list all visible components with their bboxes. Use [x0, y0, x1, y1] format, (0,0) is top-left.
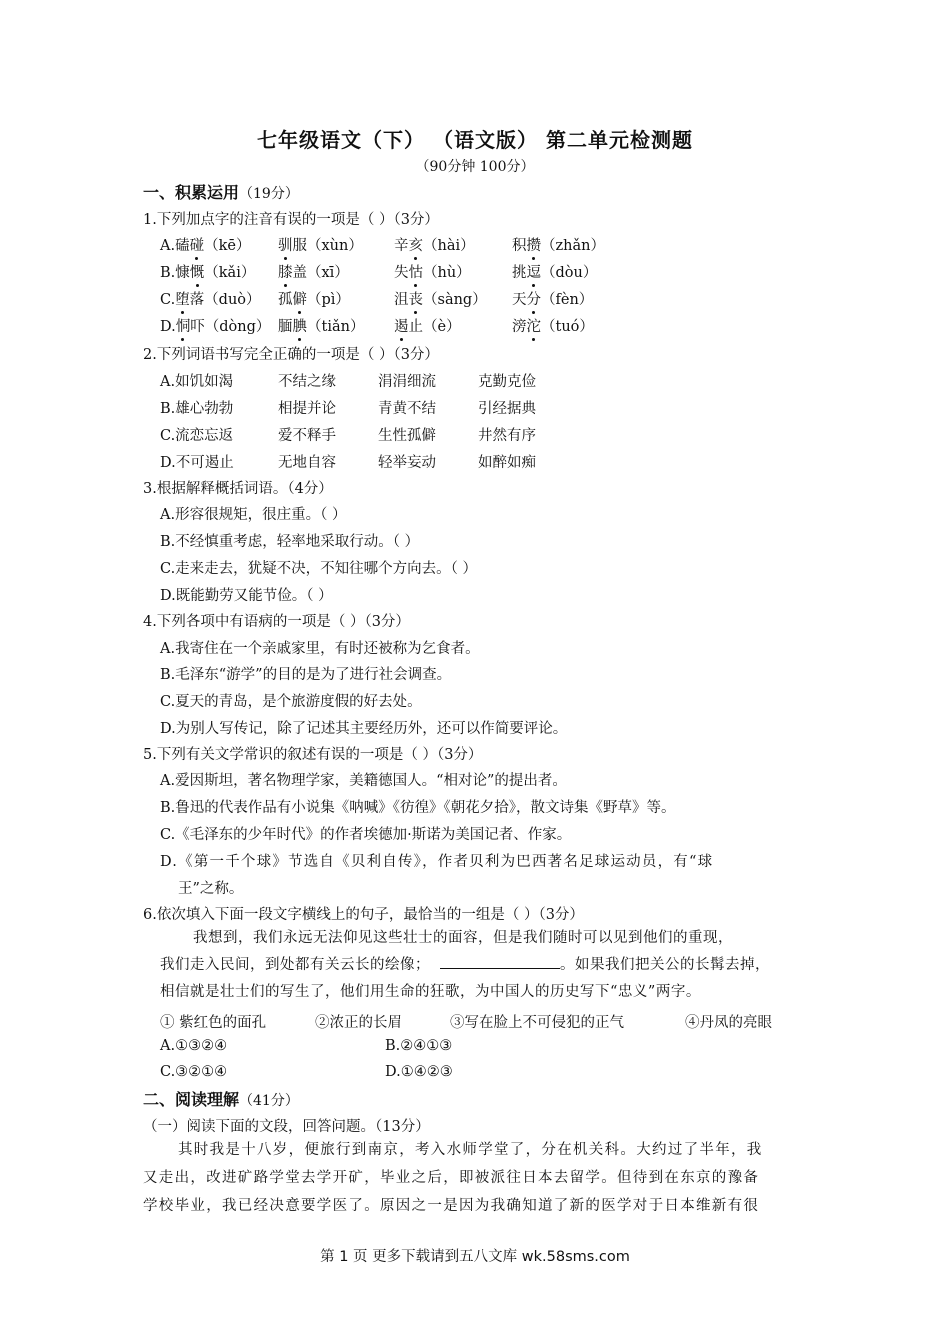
question-4-option-c: C.夏天的青岛，是个旅游度假的好去处。 — [160, 694, 422, 710]
question-6-answer-c: C.③②①④ — [160, 1064, 228, 1080]
question-6-stem: 6.依次填入下面一段文字横线上的句子，最恰当的一组是（ ）（3分） — [143, 907, 584, 923]
page-footer: 第 1 页 更多下载请到五八文库 wk.58sms.com — [320, 1249, 630, 1265]
question-1-option-b: B.慷慨（kǎi） 膝盖（xī） 失怙（hù） 挑逗（dòu） — [160, 261, 597, 282]
reading-1-line-1: 其时我是十八岁，便旅行到南京，考入水师学堂了，分在机关科。大约过了半年，我 — [178, 1142, 763, 1158]
reading-1-line-2: 又走出，改进矿路学堂去学开矿，毕业之后，即被派往日本去留学。但待到在东京的豫备 — [143, 1170, 760, 1186]
question-5-option-b: B.鲁迅的代表作品有小说集《呐喊》《彷徨》《朝花夕拾》，散文诗集《野草》等。 — [160, 800, 676, 816]
section-title: 二、阅读理解 — [143, 1090, 240, 1109]
question-3-option-a: A.形容很规矩，很庄重。（ ） — [160, 507, 347, 523]
question-6-answer-d: D.①④②③ — [385, 1064, 453, 1080]
question-3-option-c: C.走来走去，犹疑不决，不知往哪个方向去。（ ） — [160, 561, 478, 577]
question-5-stem: 5.下列有关文学常识的叙述有误的一项是（ ）（3分） — [143, 747, 483, 763]
question-1-stem: 1.下列加点字的注音有误的一项是（ ）（3分） — [143, 212, 439, 228]
reading-1-stem: （一）阅读下面的文段，回答问题。（13分） — [143, 1119, 430, 1135]
question-5-option-c: C.《毛泽东的少年时代》的作者埃德加·斯诺为美国记者、作家。 — [160, 827, 572, 843]
question-2-option-d: D.不可遏止 无地自容 轻举妄动 如醉如痴 — [160, 455, 536, 471]
page-title: 七年级语文（下） （语文版） 第二单元检测题 — [257, 128, 693, 152]
question-6-answer-b: B.②④①③ — [385, 1038, 453, 1054]
question-6-choices: ① 紫红色的面孔 ②浓正的长眉 ③写在脸上不可侵犯的正气 ④丹凤的亮眼 — [160, 1015, 772, 1031]
question-4-option-d: D.为别人写传记，除了记述其主要经历外，还可以作简要评论。 — [160, 721, 568, 737]
question-3-stem: 3.根据解释概括词语。（4分） — [143, 481, 333, 497]
question-6-passage-line-2: 我们走入民间，到处都有关云长的绘像； 。如果我们把关公的长髯去掉， — [160, 952, 770, 979]
question-6-passage-line-3: 相信就是壮士们的写生了，他们用生命的狂歌，为中国人的历史写下“忠义”两字。 — [160, 984, 701, 1000]
section-points: （41分） — [239, 1093, 299, 1109]
fill-in-blank — [440, 954, 560, 969]
question-2-option-b: B.雄心勃勃 相提并论 青黄不结 引经据典 — [160, 401, 536, 417]
section-heading-1 — [143, 180, 299, 203]
question-5-option-d-continued: 王”之称。 — [178, 881, 244, 897]
question-1-option-d: D.恫吓（dòng） 腼腆（tiǎn） 遏止（è） 滂沱（tuó） — [160, 315, 594, 336]
section-title: 一、积累运用 — [143, 183, 240, 202]
question-3-option-b: B.不经慎重考虑，轻率地采取行动。（ ） — [160, 534, 420, 550]
question-4-stem: 4.下列各项中有语病的一项是（ ）（3分） — [143, 614, 410, 630]
question-4-option-b: B.毛泽东“游学”的目的是为了进行社会调查。 — [160, 667, 452, 683]
question-6-passage-line-1: 我想到，我们永远无法仰见这些壮士的面容，但是我们随时可以见到他们的重现， — [193, 930, 733, 946]
question-1-option-a: A.磕碰（kē） 驯服（xùn） 辛亥（hài） 积攒（zhǎn） — [160, 234, 605, 255]
question-6-answer-a: A.①③②④ — [160, 1038, 228, 1054]
question-2-option-a: A.如饥如渴 不结之缘 涓涓细流 克勤克俭 — [160, 374, 536, 390]
section-heading-2 — [143, 1087, 299, 1110]
question-2-option-c: C.流恋忘返 爱不释手 生性孤僻 井然有序 — [160, 428, 536, 444]
question-3-option-d: D.既能勤劳又能节俭。（ ） — [160, 588, 333, 604]
question-1-option-c: C.堕落（duò） 孤僻（pì） 沮丧（sàng） 天分（fèn） — [160, 288, 593, 309]
reading-1-line-3: 学校毕业，我已经决意要学医了。原因之一是因为我确知道了新的医学对于日本维新有很 — [143, 1198, 760, 1214]
question-5-option-d: D.《第一千个球》节选自《贝利自传》，作者贝利为巴西著名足球运动员，有“球 — [160, 854, 714, 870]
exam-duration-score: （90分钟 100分） — [415, 159, 535, 175]
section-points: （19分） — [239, 186, 299, 202]
question-5-option-a: A.爱因斯坦，著名物理学家，美籍德国人。“相对论”的提出者。 — [160, 773, 567, 789]
question-2-stem: 2.下列词语书写完全正确的一项是（ ）（3分） — [143, 347, 439, 363]
question-4-option-a: A.我寄住在一个亲戚家里，有时还被称为乞食者。 — [160, 641, 480, 657]
